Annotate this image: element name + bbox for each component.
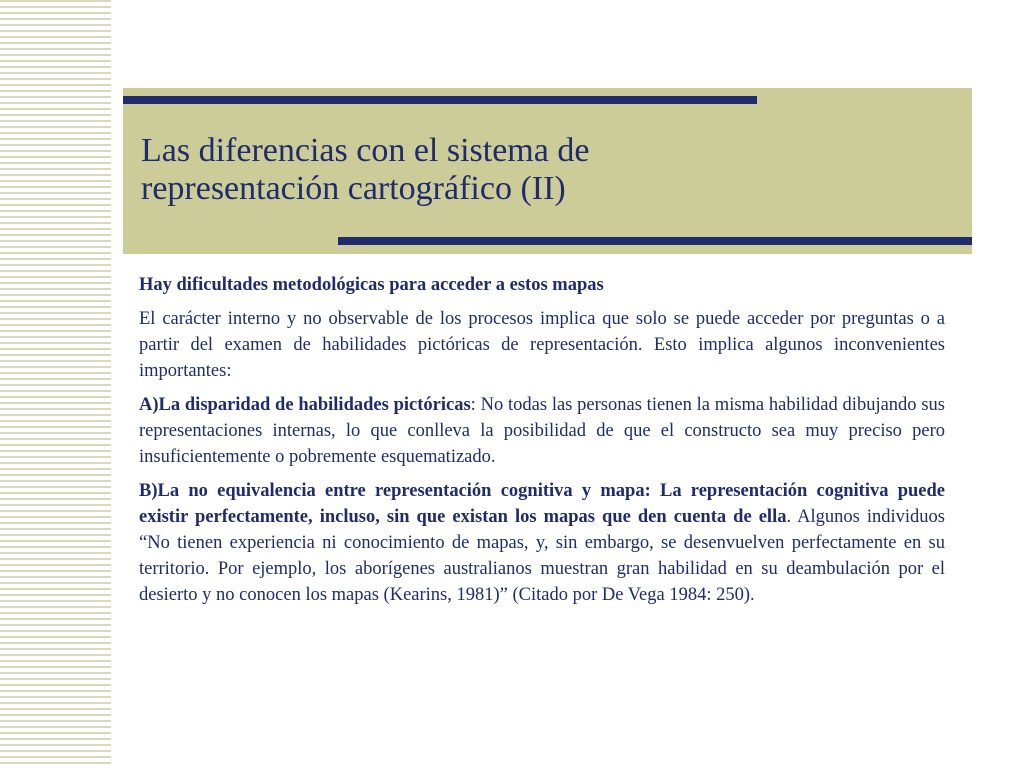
body-point-a — [139, 392, 945, 470]
point-b-text: . Algunos individuos “No tienen experiencia ni conocimiento de mapas, y, sin embargo, se desenvuelven perfectamente en su territorio. Por ejemplo, los aborígenes australianos muestran gran habilidad en su deambulación por el desierto y no conocen los mapas (Kearins, 1981)” (Citado por De Vega 1984: 250). — [139, 507, 945, 605]
body-paragraph-intro: El carácter interno y no observable de los procesos implica que solo se puede acceder por preguntas o a partir del examen de habilidades pictóricas de representación. Esto implica algunos inconvenientes importantes: — [139, 309, 945, 381]
point-a-text: : No todas las personas tienen la misma habilidad dibujando sus representaciones internas, lo que conlleva la posibilidad de que el constructo sea muy preciso pero insuficientemente o pobremente esquematizado. — [139, 395, 945, 467]
title-line-2: representación cartográfico (II) — [141, 170, 566, 207]
slide-title — [141, 132, 841, 208]
title-line-1: Las diferencias con el sistema de — [141, 132, 590, 169]
slide-body — [139, 272, 945, 616]
body-heading: Hay dificultades metodológicas para acceder a estos mapas — [139, 275, 604, 295]
decorative-stripes — [0, 0, 111, 768]
body-point-b — [139, 478, 945, 608]
title-rule-top — [123, 96, 757, 104]
title-rule-bottom — [338, 237, 972, 245]
point-a-label: A)La disparidad de habilidades pictóricas — [139, 395, 471, 415]
point-b-label: B)La no equivalencia entre representación cognitiva y mapa: La representación cognitiva puede existir perfectamente, incluso, sin que existan los mapas que den cuenta de ella — [139, 481, 945, 527]
